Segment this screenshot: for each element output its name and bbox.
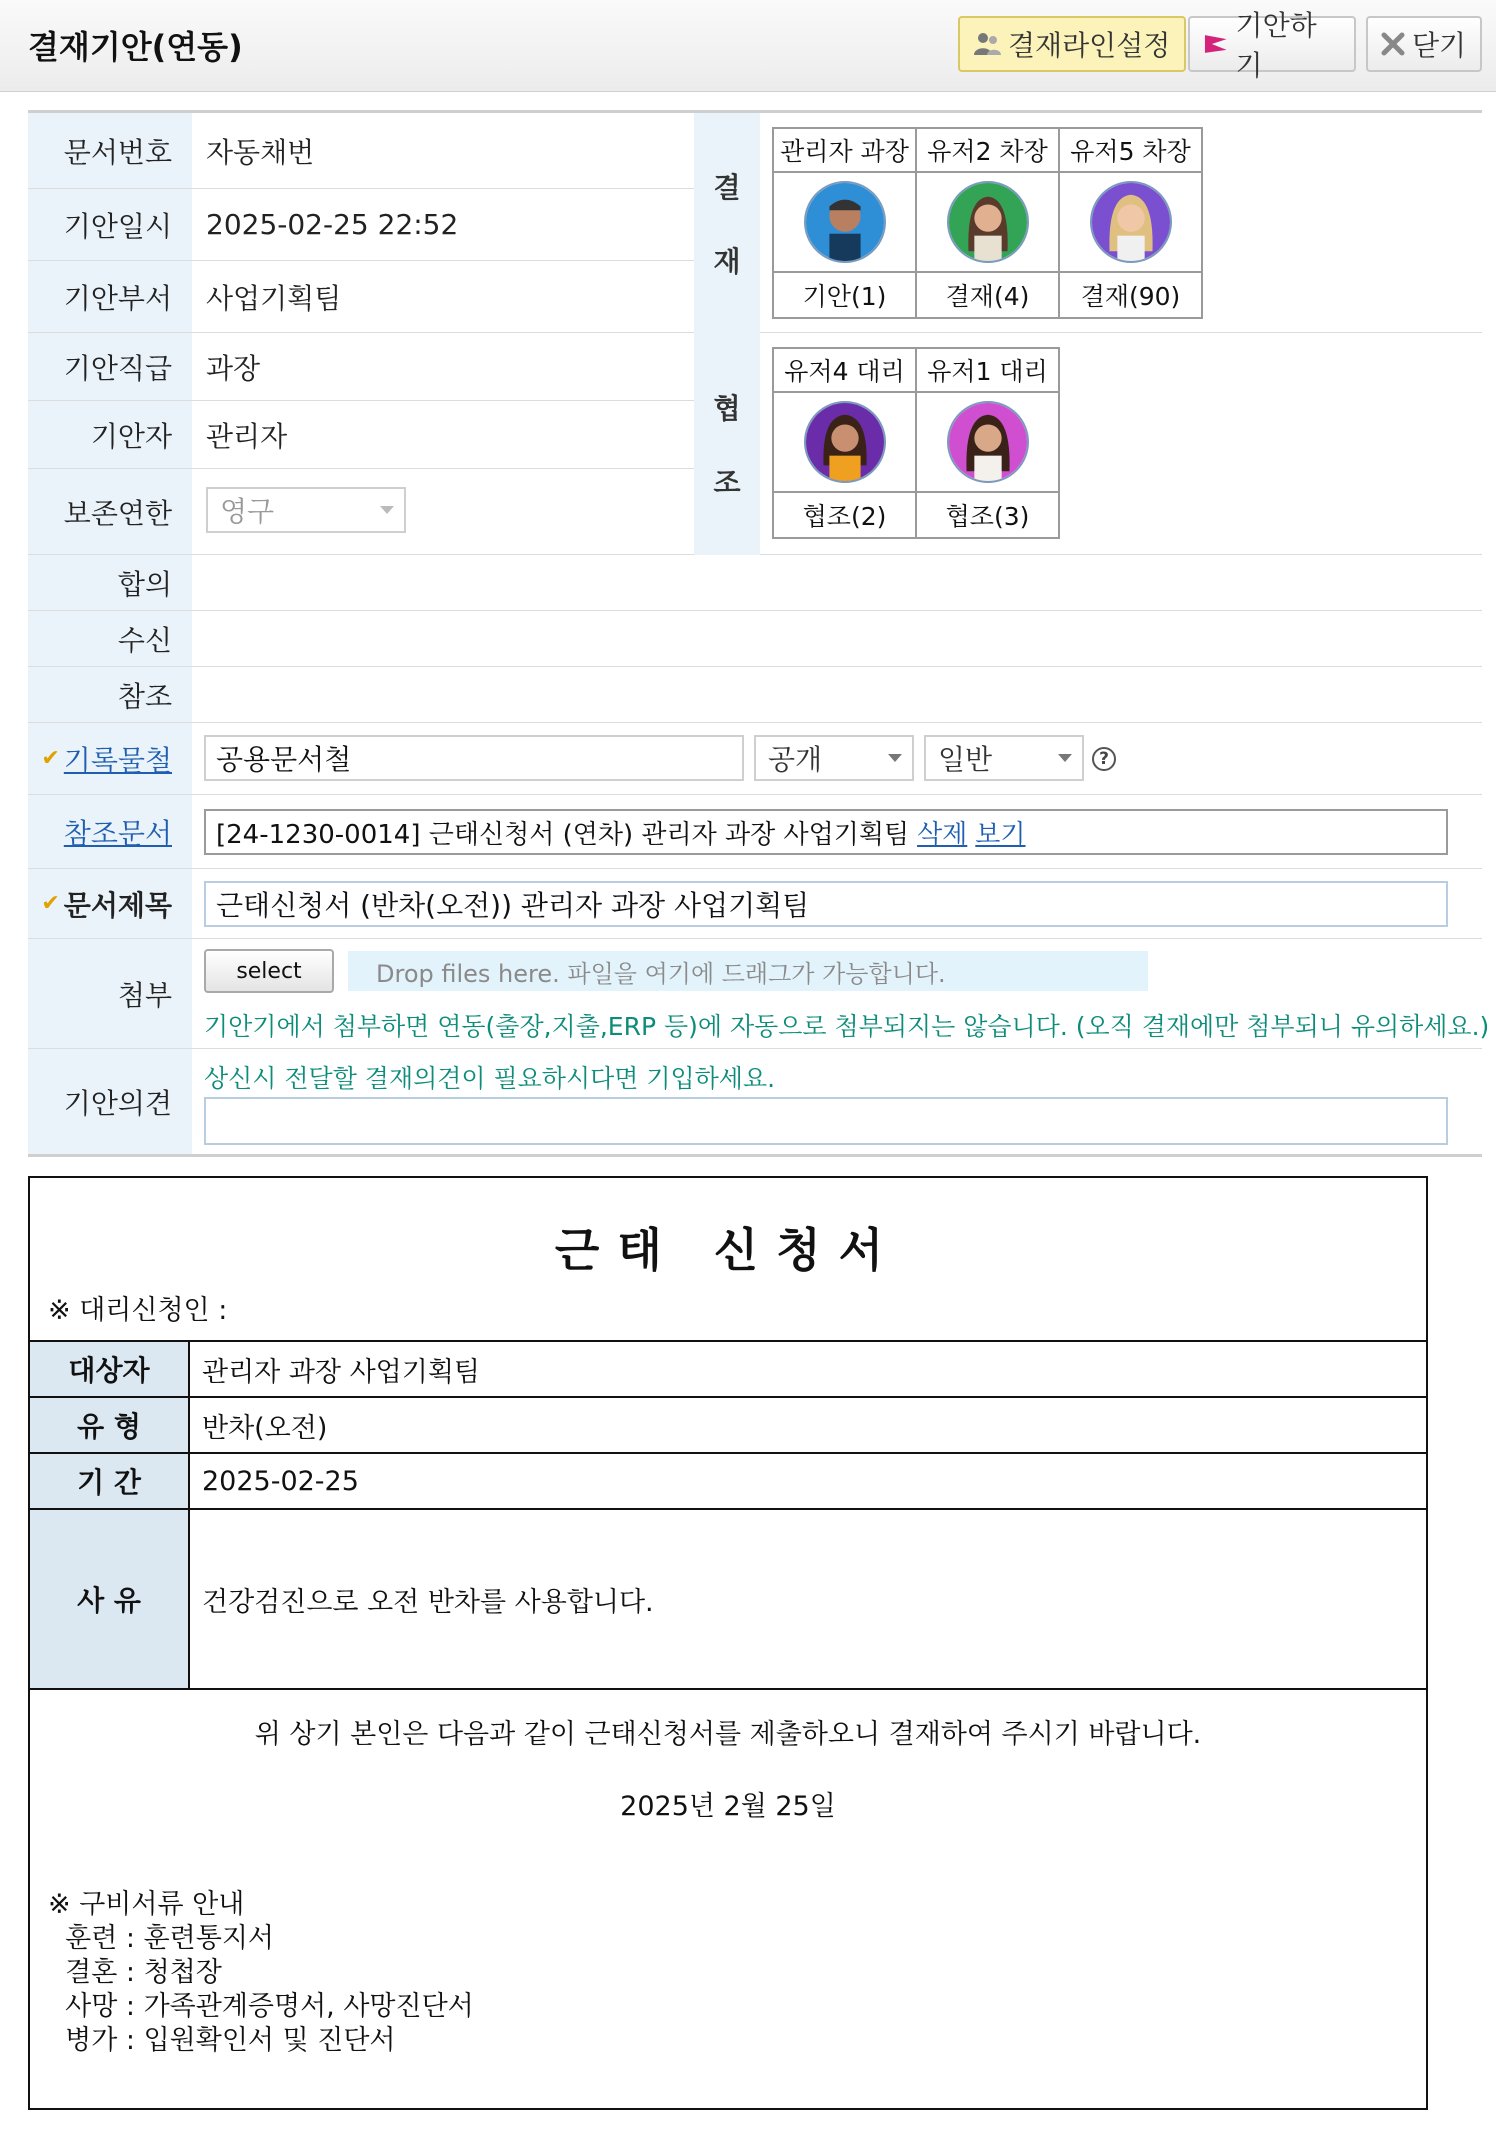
avatar[interactable] bbox=[947, 181, 1029, 263]
drafter-value: 관리자 bbox=[206, 419, 288, 453]
public-value: 공개 bbox=[768, 743, 823, 776]
opinion-row bbox=[28, 1049, 1482, 1157]
type-row bbox=[30, 1396, 1426, 1452]
type-label: 유 형 bbox=[30, 1398, 190, 1452]
approval-line-button[interactable] bbox=[958, 16, 1186, 72]
note-line: 병가 : 입원확인서 및 진단서 bbox=[48, 2025, 396, 2056]
refdoc-row bbox=[28, 795, 1482, 869]
draft-button[interactable] bbox=[1188, 9, 1356, 82]
avatar[interactable] bbox=[947, 401, 1029, 483]
approver-name: 유저2 차장 bbox=[916, 128, 1059, 172]
draft-date-label: 기안일시 bbox=[28, 189, 192, 260]
avatar[interactable] bbox=[804, 181, 886, 263]
approver-name: 관리자 과장 bbox=[773, 128, 916, 172]
help-icon[interactable]: ? bbox=[1092, 747, 1116, 771]
proxy-applicant: ※ 대리신청인 : bbox=[48, 1295, 228, 1326]
draft-date-value: 2025-02-25 22:52 bbox=[206, 208, 459, 241]
dept-value: 사업기획팀 bbox=[206, 281, 342, 315]
cooperator-status: 협조(2) bbox=[773, 492, 916, 538]
chevron-down-icon bbox=[1058, 754, 1072, 762]
subject-value: 근태신청서 (반차(오전)) 관리자 과장 사업기획팀 bbox=[216, 889, 810, 922]
doc-no-value: 자동채번 bbox=[206, 135, 315, 169]
category-select[interactable] bbox=[924, 735, 1084, 781]
retention-row bbox=[28, 469, 694, 555]
subject-input[interactable] bbox=[204, 881, 1448, 927]
approval-line-label: 결재라인설정 bbox=[1008, 29, 1171, 62]
cooperator-name: 유저4 대리 bbox=[773, 348, 916, 392]
record-label-cell bbox=[28, 723, 192, 794]
category-value: 일반 bbox=[938, 743, 993, 776]
retention-value: 영구 bbox=[220, 495, 275, 528]
draft-form bbox=[28, 110, 1490, 1120]
approver-photo-cell bbox=[1059, 172, 1202, 272]
approver-name: 유저5 차장 bbox=[1059, 128, 1202, 172]
refdoc-label-cell bbox=[28, 795, 192, 868]
opinion-input[interactable] bbox=[204, 1097, 1448, 1145]
rank-value: 과장 bbox=[206, 351, 261, 385]
cooperation-side-label bbox=[694, 333, 760, 555]
reference-row bbox=[28, 667, 1482, 723]
public-select[interactable] bbox=[754, 735, 914, 781]
subject-label: 문서제목 bbox=[63, 888, 172, 922]
record-value: 공용문서철 bbox=[216, 743, 352, 776]
draft-label: 기안하기 bbox=[1235, 9, 1317, 82]
reference-label: 참조 bbox=[28, 667, 192, 722]
approval-label-2: 재 bbox=[713, 245, 741, 278]
document-title: 근태 신청서 bbox=[554, 1223, 902, 1277]
approval-side-label bbox=[694, 113, 760, 333]
rank-label: 기안직급 bbox=[28, 333, 192, 400]
avatar[interactable] bbox=[1090, 181, 1172, 263]
cooperation-label-1: 협 bbox=[713, 392, 741, 425]
people-icon bbox=[972, 29, 1002, 59]
check-icon: ✔ bbox=[41, 746, 60, 771]
receive-row bbox=[28, 611, 1482, 667]
retention-label: 보존연한 bbox=[28, 469, 192, 554]
note-line: 훈련 : 훈련통지서 bbox=[48, 1923, 275, 1954]
draft-date-row bbox=[28, 189, 694, 261]
avatar[interactable] bbox=[804, 401, 886, 483]
page-title: 결재기안(연동) bbox=[28, 28, 243, 66]
approver-status: 결재(4) bbox=[916, 272, 1059, 318]
note-line: 결혼 : 청첩장 bbox=[48, 1957, 222, 1988]
target-row bbox=[30, 1340, 1426, 1396]
cooperator-status: 협조(3) bbox=[916, 492, 1059, 538]
approval-label-1: 결 bbox=[713, 171, 741, 204]
record-input[interactable] bbox=[204, 735, 744, 781]
chevron-down-icon bbox=[888, 754, 902, 762]
top-bar bbox=[0, 0, 1496, 92]
period-value: 2025-02-25 bbox=[202, 1465, 359, 1497]
chevron-down-icon bbox=[380, 506, 394, 514]
drafter-label: 기안자 bbox=[28, 401, 192, 468]
refdoc-view-link[interactable]: 보기 bbox=[975, 819, 1026, 850]
rank-row bbox=[28, 333, 694, 401]
close-button[interactable] bbox=[1366, 16, 1482, 72]
agree-label: 합의 bbox=[28, 555, 192, 610]
refdoc-delete-link[interactable]: 삭제 bbox=[917, 819, 968, 850]
period-row bbox=[30, 1452, 1426, 1508]
period-label: 기 간 bbox=[30, 1454, 190, 1508]
attach-note: 기안기에서 첨부하면 연동(출장,지출,ERP 등)에 자동으로 첨부되지는 않습니다. (오직 결재에만 첨부되니 유의하세요.) bbox=[204, 1012, 1490, 1041]
record-link[interactable]: 기록물철 bbox=[63, 743, 172, 777]
doc-no-row bbox=[28, 113, 694, 189]
refdoc-box bbox=[204, 809, 1448, 855]
close-label: 닫기 bbox=[1412, 29, 1467, 62]
cooperation-table bbox=[772, 347, 1060, 539]
file-dropzone[interactable]: Drop files here. 파일을 여기에 드래그가 가능합니다. bbox=[348, 951, 1148, 991]
cooperator-name: 유저1 대리 bbox=[916, 348, 1059, 392]
agree-row bbox=[28, 555, 1482, 611]
subject-label-cell bbox=[28, 869, 192, 938]
retention-select[interactable] bbox=[206, 487, 406, 533]
cooperation-label-2: 조 bbox=[713, 466, 741, 499]
attach-row bbox=[28, 939, 1490, 1049]
refdoc-value: [24-1230-0014] 근태신청서 (연차) 관리자 과장 사업기획팀 bbox=[216, 819, 910, 850]
approver-status: 결재(90) bbox=[1059, 272, 1202, 318]
approver-photo-cell bbox=[773, 172, 916, 272]
dept-label: 기안부서 bbox=[28, 261, 192, 332]
approval-table bbox=[772, 127, 1203, 319]
check-icon: ✔ bbox=[41, 891, 60, 916]
reason-label: 사 유 bbox=[30, 1510, 190, 1688]
opinion-note: 상신시 전달할 결재의견이 필요하시다면 기입하세요. bbox=[204, 1064, 776, 1093]
flag-icon bbox=[1202, 30, 1230, 58]
target-label: 대상자 bbox=[30, 1342, 190, 1396]
receive-label: 수신 bbox=[28, 611, 192, 666]
note-line: ※ 구비서류 안내 bbox=[48, 1889, 245, 1920]
type-value: 반차(오전) bbox=[202, 1412, 328, 1444]
closing-statement: 위 상기 본인은 다음과 같이 근태신청서를 제출하오니 결재하여 주시기 바랍니다. bbox=[254, 1719, 1202, 1750]
note-line: 사망 : 가족관계증명서, 사망진단서 bbox=[48, 1991, 474, 2022]
subject-row bbox=[28, 869, 1482, 939]
target-value: 관리자 과장 사업기획팀 bbox=[202, 1356, 480, 1388]
attach-label: 첨부 bbox=[28, 939, 192, 1048]
close-icon bbox=[1380, 31, 1406, 57]
refdoc-link[interactable]: 참조문서 bbox=[63, 816, 172, 850]
dept-row bbox=[28, 261, 694, 333]
approver-status: 기안(1) bbox=[773, 272, 916, 318]
reason-value: 건강검진으로 오전 반차를 사용합니다. bbox=[202, 1586, 654, 1618]
attach-select-button[interactable]: select bbox=[204, 949, 334, 993]
record-row bbox=[28, 723, 1482, 795]
approver-photo-cell bbox=[916, 172, 1059, 272]
cooperator-photo-cell bbox=[773, 392, 916, 492]
cooperator-photo-cell bbox=[916, 392, 1059, 492]
doc-no-label: 문서번호 bbox=[28, 113, 192, 188]
document-date: 2025년 2월 25일 bbox=[620, 1791, 836, 1822]
drafter-row bbox=[28, 401, 694, 469]
reason-row bbox=[30, 1508, 1426, 1690]
opinion-label: 기안의견 bbox=[28, 1049, 192, 1154]
required-documents-notes bbox=[48, 1888, 474, 2058]
